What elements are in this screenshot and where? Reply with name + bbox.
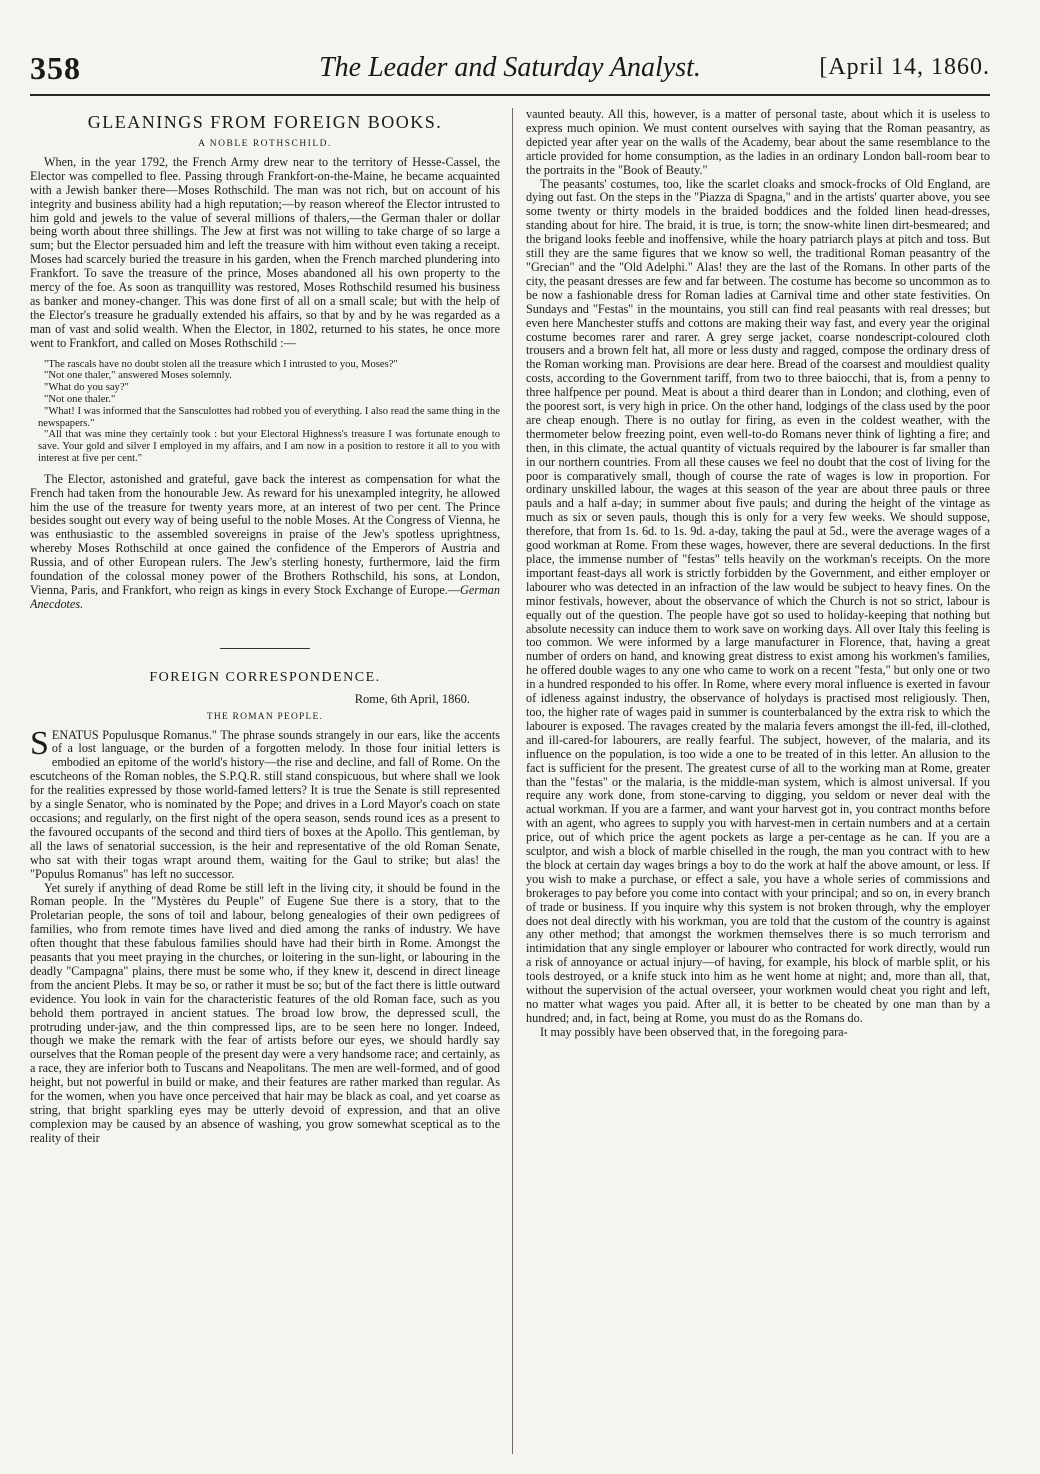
section-divider (220, 648, 310, 649)
section-heading-gleanings: GLEANINGS FROM FOREIGN BOOKS. (87, 112, 443, 132)
quote-line: "Not one thaler," answered Moses solemnly. (44, 370, 232, 382)
dateline: Rome, 6th April, 1860. (354, 691, 470, 706)
section-heading-correspondence: FOREIGN CORRESPONDENCE. (149, 669, 381, 685)
quote-line: "What! I was informed that the Sansculottes had robbed you of everything. I also read the same thing in the newspapers." (38, 405, 500, 429)
paragraph: It may possibly have been observed that, in the foregoing para- (540, 1024, 848, 1039)
dialogue-quote (38, 359, 500, 465)
issue-date: [April 14, 1860. (819, 54, 990, 80)
paragraph: The peasants' costumes, too, like the scarlet cloaks and smock-frocks of Old England, are dying out fast. On the steps in the "Piazza di Spagna," and in the artists' quarter above, you see some twenty or thirty models in the braided boddices and the folded linen head-dresses, standing about for hire. The braid, it is true, is torn; the snow-white linen dirt-besmeared; and the brigand looks feeble and inoffensive, while the hoary patriarch plays at pitch and toss. But still they are the same figures that we know so well, the traditional Roman peasantry of the "Grecian" and the "Old Adelphi." Alas! they are the last of the Romans. In other parts of the city, the peasant dresses are few and far between. The costume has become so uncommon as to be now a fashionable dress for Roman ladies at Carnival time and other state festivities. On Sundays and "Festas" in the mountains, you still can find real peasants with real dresses; but even here Manchester stuffs and cottons are making their way fast, and every year the original costume becomes rarer and rarer. A grey serge jacket, coarse nondescript-coloured cloth trousers and a brown felt hat, all more or less dusty and ragged, compose the ordinary dress of the Roman working man. Provisions are dear here. Bread of the coarsest and mouldiest quality costs, according to the Government tariff, from two to three baiocchi, that is, from a penny to three halfpence per pound. Meat is about a third dearer than in London; and clothing, even of the poorest sort, is very high in price. On the other hand, lodgings of the class used by the poor are cheap enough. There is no outlay for firing, as even in the coldest weather, with the thermometer below freezing point, even well-to-do Romans never think of lighting a fire; and then, in this climate, the actual quantity of victuals required by the labourer is far smaller than in our northern countries. From all these causes we feel no doubt that the cost of living for the poor is comparatively small, though of course the rate of wages is low in proportion. For ordinary unskilled labour, the wages at this season of the year are about three pauls or three pauls and a half a-day; in summer about five pauls; and during the height of the vintage as much as six or seven pauls, though this is only for a very few weeks. We should suppose, therefore, that from 1s. 6d. to 1s. 9d. a-day, taking the paul at 5d., were the average wages of a good workman at Rome. From these wages, however, there are several deductions. In the first place, the immense number of "festas" tells heavily on the workman's receipts. On the more important feast-days all work is strictly forbidden by the Government, and either employer or labourer who was detected in an infraction of the law would be subject to heavy fines. On the minor festivals, however, about the observance of which the Church is not so strict, labour is equally out of the question. The people have got so used to holiday-keeping that nothing but absolute necessity can induce them to work save on working days. All over Italy this feeling is too common. We were informed by a large manufacturer in Florence, that, having a great number of orders on hand, and knowing great distress to exist among his workmen's families, he offered double wages to any one who came to work on a recent "festa," but only one or two in a hundred responded to his offer. In Rome, where every moral influence is exerted in favour of idleness against industry, the observance of holydays is practised most religiously. Then, too, the higher rate of wages paid in summer is counterbalanced by the extra risk to which the labourer is exposed. The ravages created by the malaria fevers amongst the ill-fed, ill-clothed, and ill-cared-for labourers, are really fearful. The subject, however, of the malaria, and its influence on the population, is too wide a one to be treated of in this letter. An allusion to the fact is sufficient for the present. The greatest curse of all to the working man at Rome, greater than the "festas" or the malaria, is the middle-man system, which is almost universal. If you require any work done, from stone-carving to digging, you seldom or never deal with the actual workman. If you are a farmer, and want your harvest got in, you contract months before with an agent, who agrees to supply you with harvest-men in certain numbers and at a certain price, out of which price the agent pockets as large a per-centage as he can. If you are a sculptor, and wish a block of marble chiselled in the rough, the man you contract with to hew the block at certain day wages brings a boy to do the work at half the above amount, or less. If you wish to make a purchase, or effect a sale, you have a whole series of commissions and brokerages to pay before you come into contact with your principal; and so on, in every branch of trade or business. If you inquire why this system is not broken through, why the employer does not deal directly with his workman, you are told that the custom of the country is against any other method; that amongst the workmen themselves there is so much terrorism and intimidation that any single employer or labourer who contracted for work directly, would run a risk of annoyance or actual injury—of having, for example, his block of marble split, or his tools destroyed, or a knife stuck into him as he went home at night; and, more than all, that, without the supervision of the actual overseer, your workmen would cheat you right and left, no matter what wages you paid. After all, it is better to be cheated by one man than by a hundred; and, in fact, being at Rome, you must do as the Romans do. (526, 176, 990, 1025)
paragraph-text: ENATUS Populusque Romanus." The phrase sounds strangely in our ears, like the accents of a lost language, or the burden of a forgotten melody. In those four initial letters is embodied an epitome of the world's history—the rise and decline, and fall of Rome. On the escutcheons of the Roman nobles, the S.P.Q.R. still stand conspicuous, but where shall we look for the realities expressed by those world-famed letters? It is true the Senate is still represented by a single Senator, who is nominated by the Pope; and drives in a Lord Mayor's coach on state occasions; and regularly, on the first night of the opera season, sends round ices as a present to the favoured occupants of the second and third tiers of boxes at the Apollo. This gentleman, by all the laws of senatorial succession, is the heir and representative of the old Roman Senate, who sat with their togas wrapt around them, waiting for the Gaul to strike; but alas! the "Populus Romanus" has left no successor. (30, 727, 500, 881)
publication-title: The Leader and Saturday Analyst. (319, 52, 701, 83)
column-divider (512, 108, 513, 1454)
paragraph: When, in the year 1792, the French Army drew near to the territory of Hesse-Cassel, the Elector was compelled to flee. Passing through Frankfort-on-the-Maine, he became acquainted with a Jewish banker there—Moses Rothschild. The man was not rich, but on account of his integrity and business ability had a high reputation;—by reason whereof the Elector intrusted to him gold and jewels to the value of several millions of thalers,—the German thaler or dollar being worth about three shillings. The Jew at first was not willing to take charge of so large a sum; but the Elector persuaded him and left the treasure with him without even taking a receipt. Moses had scarcely buried the treasure in his garden, when the French marched plundering into Frankfort. To save the treasure of the prince, Moses abandoned all his own property to the mercy of the foe. As soon as tranquillity was restored, Moses Rothschild resumed his business as banker and money-changer. This was done first of all on a small scale; but with the help of the Elector's treasure he gradually extended his affairs, so that by and by he was regarded as a man of vast and solid wealth. When the Elector, in 1802, returned to his states, he once more went to Frankfort, and called on Moses Rothschild :— (30, 154, 500, 350)
page-number: 358 (30, 50, 81, 86)
paragraph: Yet surely if anything of dead Rome be still left in the living city, it should be found in the Roman people. In the "Mystères du Peuple" of Eugene Sue there is a story, that to the Proletarian people, the sons of toil and labour, belong genealogies of their own pedigrees of families, who from remote times have lived and died among the ranks of industry. We have often thought that these fabulous families should have had their birth in Rome. Amongst the peasants that you meet praying in the churches, or loitering in the sun-light, or labouring in the deadly "Campagna" plains, there must be some who, if they knew it, descend in direct lineage from the ancient Plebs. It may be so, or rather it must be so; but of the fact there is little outward evidence. You look in vain for the characteristic features of the old Roman face, such as you behold them portrayed in ancient statues. The broad low brow, the depressed scull, the protruding under-jaw, and the thin compressed lips, are to be seen here no longer. Indeed, though we make the remark with the fear of artists before our eyes, we should hardly say ourselves that the Roman people of the present day were a very handsome race; and certainly, as a race, they are inferior both to Tuscans and Neapolitans. The men are well-formed, and of good height, but not powerful in build or make, and their features are rather marked than regular. As for the women, when you have once perceived that hair may be black as coal, and yet coarse as string, that bright sparkling eyes may be utterly devoid of expression, and that an olive complexion may be caused by an absence of washing, you grow somewhat sceptical as to the reality of their (30, 880, 500, 1145)
left-column (30, 108, 500, 1464)
quote-line: "What do you say?" (44, 382, 129, 394)
drop-cap: S (30, 724, 49, 762)
source-citation: German Anecdotes. (30, 583, 500, 611)
quote-line: "All that was mine they certainly took : but your Electoral Highness's treasure I was fortunate enough to save. Your gold and silver I employed in my affairs, and I am now in a position to restore it all to you with interest at five per cent." (38, 429, 500, 464)
paragraph (30, 724, 500, 882)
article-subheading-rothschild: A NOBLE ROTHSCHILD. (198, 139, 332, 149)
paragraph: vaunted beauty. All this, however, is a matter of personal taste, about which it is useless to express much opinion. We must content ourselves with saying that the Roman peasantry, as depicted year after year on the walls of the Academy, bear about the same resemblance to the article provided for home consumption, as the ladies in an ordinary London ball-room bear to the portraits in the "Book of Beauty." (526, 108, 990, 177)
paragraph-text: The Elector, astonished and grateful, gave back the interest as compensation for what the French had taken from the honourable Jew. As reward for his unexampled integrity, he allowed him the use of the treasure for twenty years more, at an interest of two per cent. The Prince besides sought out every way of being useful to the noble Moses. At the Congress of Vienna, he was enthusiastic to the assembled sovereigns in praise of the Jew's spotless uprightness, whereby Moses Rothschild at once gained the confidence of the Emperors of Austria and Russia, and of other European rulers. The Jew's sterling honesty, furthermore, laid the firm foundation of the colossal money power of the Brothers Rothschild, his sons, at London, Vienna, Paris, and Frankfort, who reign as kings in every Stock Exchange of Europe.— (30, 471, 500, 598)
paragraph (30, 473, 500, 612)
quote-line: "The rascals have no doubt stolen all the treasure which I intrusted to you, Moses?" (44, 358, 398, 370)
article-subheading-roman-people: THE ROMAN PEOPLE. (206, 711, 324, 722)
right-column (526, 108, 990, 1464)
page-header (30, 48, 990, 96)
quote-line: "Not one thaler." (44, 393, 116, 405)
